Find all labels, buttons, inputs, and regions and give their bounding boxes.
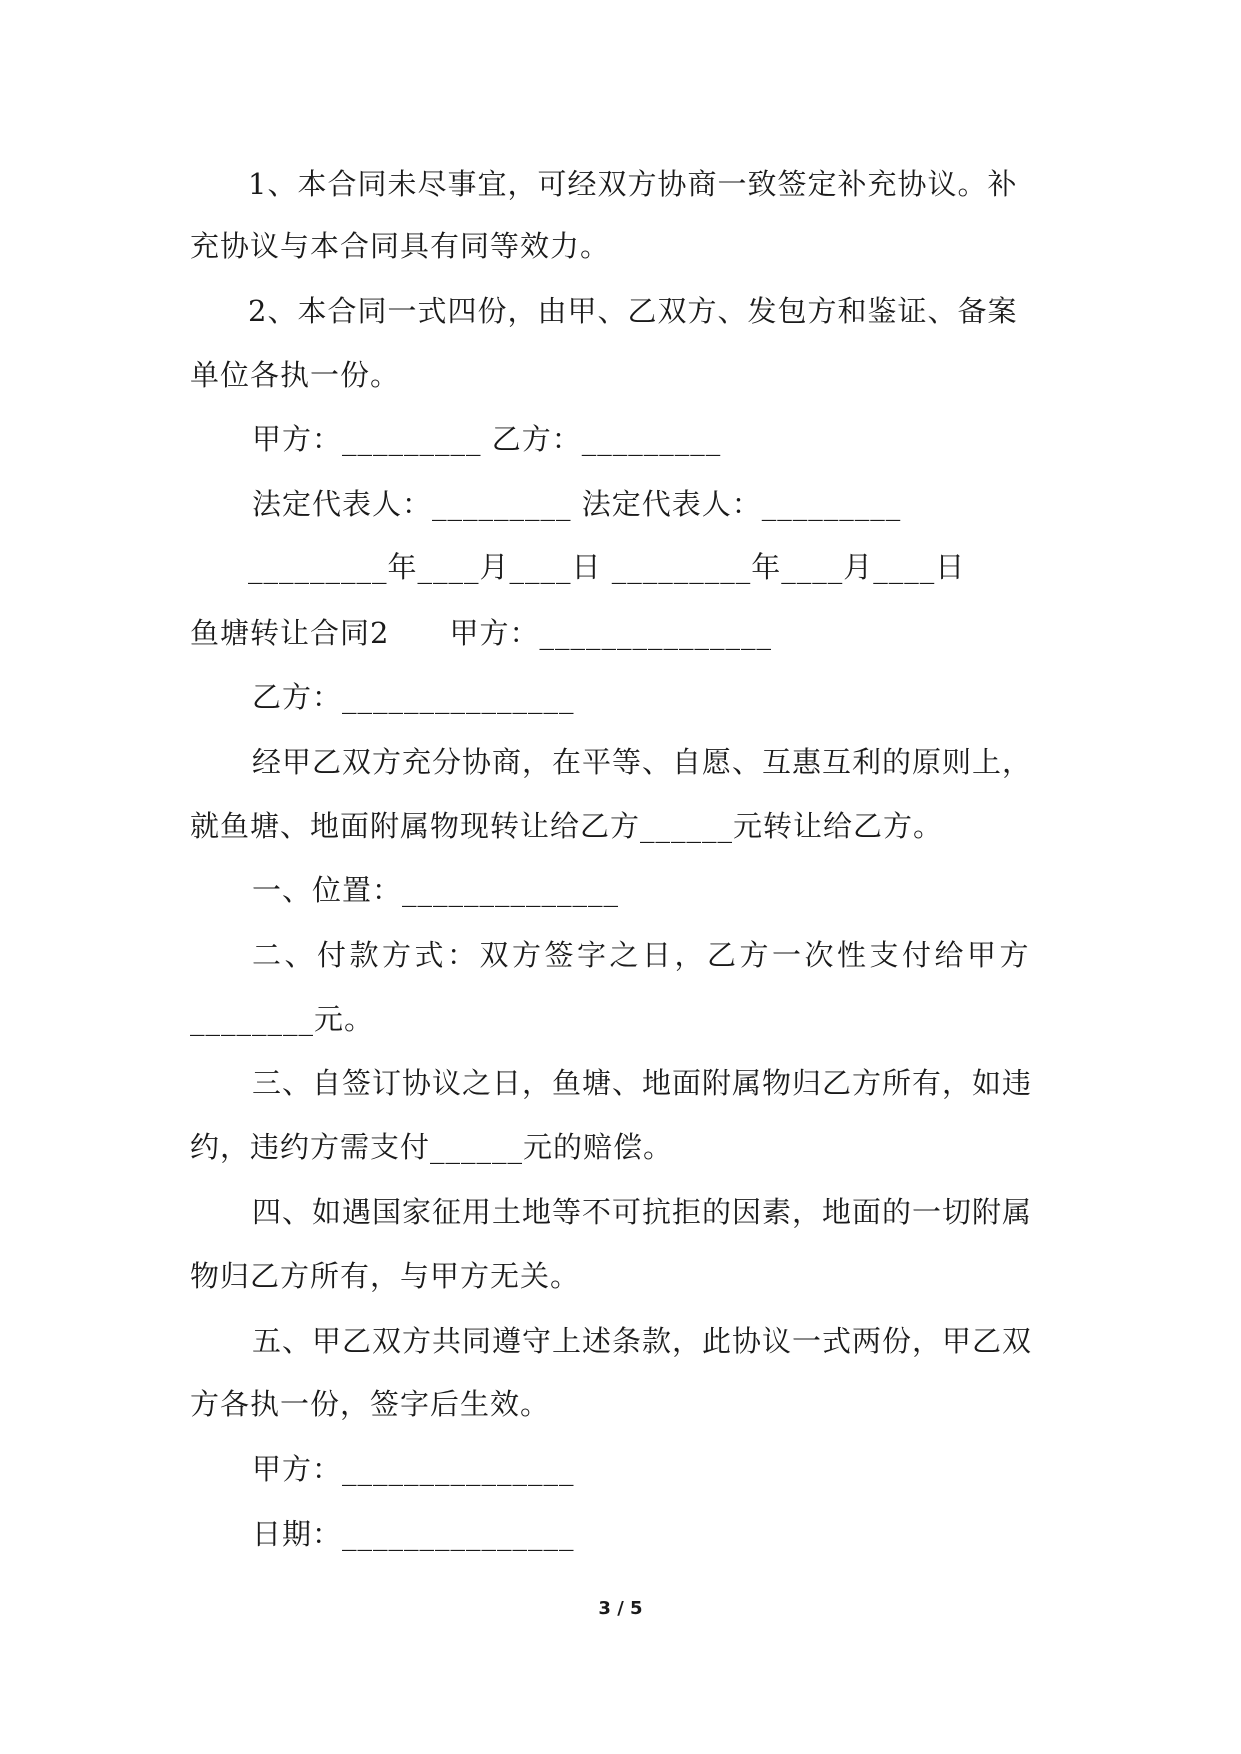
legal-representatives-line: 法定代表人：_________ 法定代表人：_________ [252,487,902,521]
party-a-signature-line: 甲方：_______________ [252,1452,575,1486]
article-5-line-1: 五、甲乙双方共同遵守上述条款，此协议一式两份，甲乙双 [252,1324,1033,1358]
preamble-line-1: 经甲乙双方充分协商，在平等、自愿、互惠互利的原则上， [252,745,1033,779]
article-1-location: 一、位置：______________ [252,873,620,907]
article-5-line-2: 方各执一份，签字后生效。 [190,1387,551,1421]
article-2-line-1: 二、付款方式：双方签字之日，乙方一次性支付给甲方 [252,938,1033,972]
page-number: 3 / 5 [598,1598,643,1619]
clause-2-line-2: 单位各执一份。 [190,358,401,392]
clause-2-line-1: 2、本合同一式四份，由甲、乙双方、发包方和鉴证、备案 [248,294,1018,328]
date-blanks-line: _________年____月____日 _________年____月____日 [248,550,966,584]
party-b-line: 乙方：_______________ [252,680,575,714]
article-3-line-1: 三、自签订协议之日，鱼塘、地面附属物归乙方所有，如违 [252,1066,1033,1100]
clause-1-line-1: 1、本合同未尽事宜，可经双方协商一致签定补充协议。补 [248,167,1018,201]
signature-parties-line: 甲方：_________ 乙方：_________ [252,422,722,456]
contract-2-heading-line: 鱼塘转让合同2 甲方：_______________ [190,616,772,650]
article-4-line-2: 物归乙方所有，与甲方无关。 [190,1259,581,1293]
preamble-line-2: 就鱼塘、地面附属物现转让给乙方______元转让给乙方。 [190,809,944,843]
article-2-line-2: ________元。 [190,1002,375,1036]
article-3-line-2: 约，违约方需支付______元的赔偿。 [190,1130,674,1164]
article-4-line-1: 四、如遇国家征用土地等不可抗拒的因素，地面的一切附属 [252,1195,1033,1229]
date-signature-line: 日期：_______________ [252,1517,575,1551]
clause-1-line-2: 充协议与本合同具有同等效力。 [190,229,611,263]
